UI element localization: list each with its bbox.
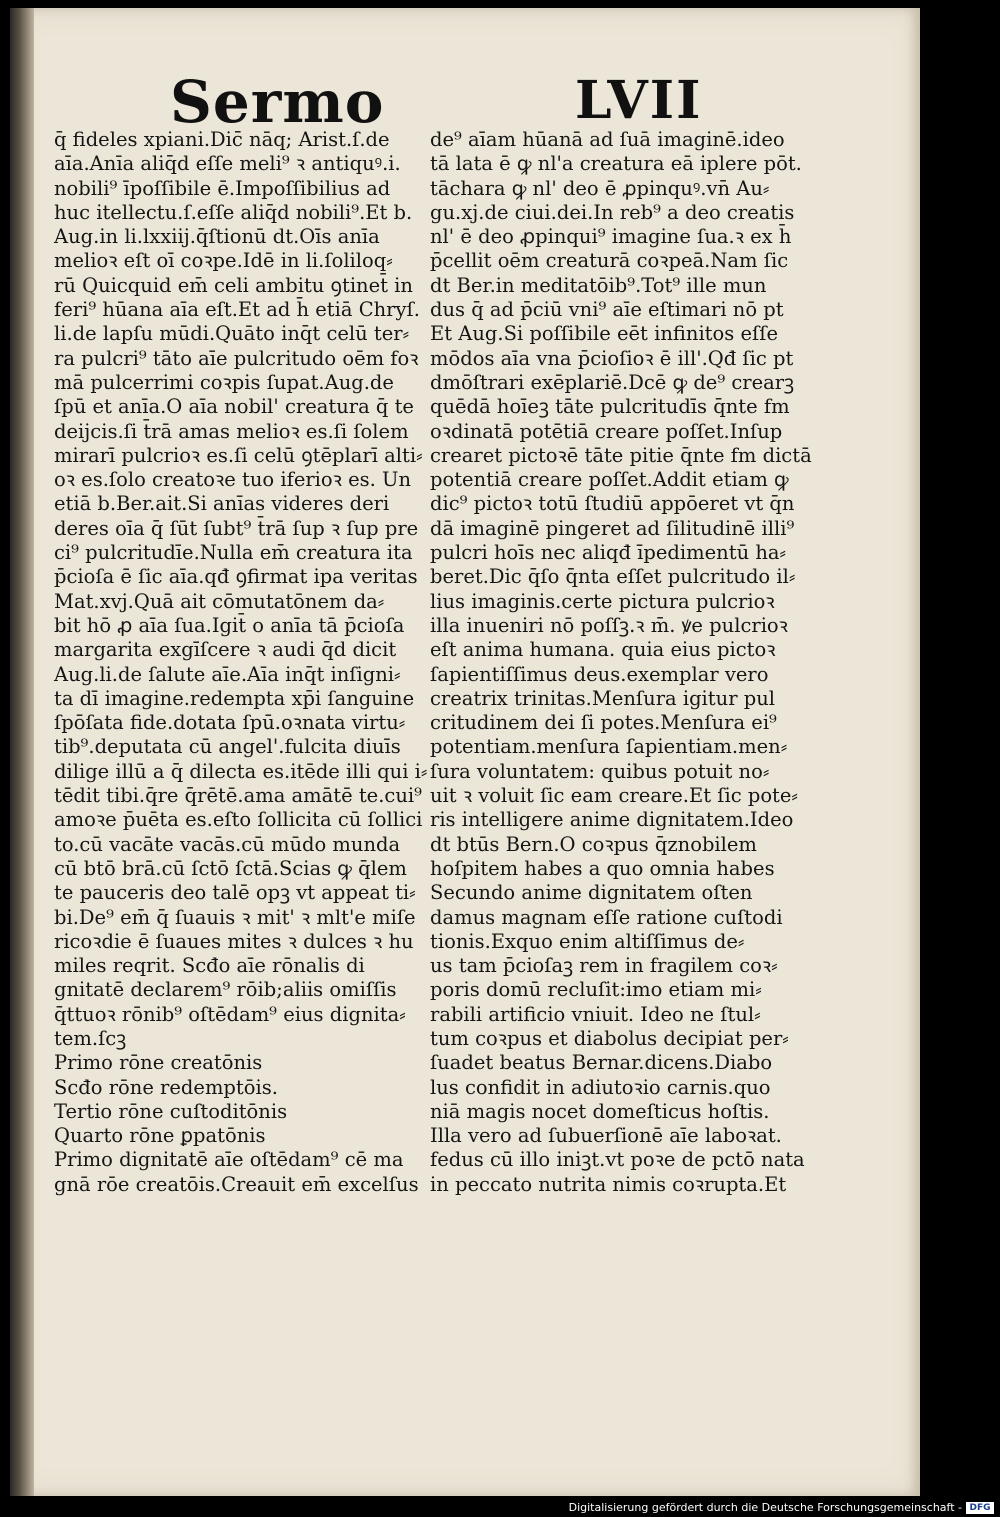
text-line: damus magnam eſſe ratione cuſtodi: [430, 905, 783, 929]
page-gutter: [10, 8, 34, 1496]
text-line: melioꝛ eſt oī coꝛpe.Idē in li.ſoliloq⸗: [54, 249, 393, 273]
text-line: tēdit tibi.q̄re q̄rētē.ama amātē te.cui⁹: [54, 784, 422, 808]
text-line: tem.ſcꝫ: [54, 1026, 127, 1050]
text-line: margarita exgīſcere ꝛ audi q̄d dicit: [54, 638, 397, 662]
text-line: feri⁹ hūana aīa eſt.Et ad h̄ etiā Chryſ.: [54, 298, 420, 322]
text-line: beret.Dic q̄ſo q̄nta eſſet pulcritudo il⸗: [430, 565, 796, 589]
running-title-right: LVII: [575, 70, 703, 131]
text-line: mirarī pulcrioꝛ es.ſi celū ꝯtēplarī alti⸗: [54, 443, 423, 467]
text-line: ta dī imagine.redempta xp̄i ſanguine: [54, 686, 415, 710]
text-line: lus confidit in adiutoꝛio carnis.quo: [430, 1075, 771, 1099]
right-text-column: [430, 128, 812, 1197]
text-line: crearet pictoꝛē tāte pitie q̄nte fm dictā: [430, 443, 812, 467]
text-line: rū Quicquid em̄ celi ambitu ꝯtinet̄ in: [54, 273, 413, 297]
text-line: Quarto rōne ꝑpatōnis: [54, 1124, 266, 1148]
text-line: tā lata ē ꝙ nl'a creatura eā iplere pōt.: [430, 152, 802, 176]
text-line: oꝛ es.ſolo creatoꝛe tuo iferioꝛ es. Un: [54, 468, 412, 492]
text-line: Mat.xvj.Quā ait cōmutatōnem da⸗: [54, 589, 385, 613]
text-line: Scđo rōne redemptōis.: [54, 1075, 278, 1099]
text-line: hoſpitem habes a quo omnia habes: [430, 856, 775, 880]
text-line: de⁹ aīam hūanā ad ſuā imaginē.ideo: [430, 128, 785, 151]
left-text-column: [54, 128, 428, 1197]
text-line: niā magis nocet domeſticus hoſtis.: [430, 1099, 770, 1123]
text-line: in peccato nutrita nimis coꝛrupta.Et: [430, 1172, 787, 1196]
text-line: gu.xj.de ciui.dei.In reb⁹ a deo creatis: [430, 200, 795, 224]
running-title-left: Sermo: [170, 68, 385, 136]
text-line: lius imaginis.certe pictura pulcrioꝛ: [430, 589, 775, 613]
text-line: tionis.Exquo enim altiſſimus de⸗: [430, 929, 745, 953]
text-line: nobili⁹ īpoſſibile ē.Impoſſibilius ad: [54, 176, 391, 200]
text-line: dic⁹ pictoꝛ totū ſtudiū appōeret vt q̄n: [430, 492, 795, 516]
text-line: tāchara ꝙ nl' deo ē ꝓpinquꝰ.vn̄ Au⸗: [430, 176, 770, 200]
text-line: ra pulcri⁹ tāto aīe pulcritudo oēm foꝛ: [54, 346, 419, 370]
text-line: deres oīa q̄ ſūt ſubt⁹ t̄rā ſup ꝛ ſup pre: [54, 516, 419, 540]
text-line: ſapientiſſimus deus.exemplar vero: [430, 662, 769, 686]
funding-credit: Digitalisierung gefördert durch die Deutsche Forschungsgemeinschaft -: [568, 1501, 962, 1514]
text-line: dus q̄ ad p̄ciū vni⁹ aīe eſtimari nō pt: [430, 298, 784, 322]
text-line: ricoꝛdie ē ſuaues mites ꝛ dulces ꝛ hu: [54, 929, 414, 953]
text-line: ſpōſata fide.dotata ſpū.oꝛnata virtu⸗: [54, 711, 406, 735]
text-line: dmōſtrari exēplariē.Dcē ꝙ de⁹ crearꝫ: [430, 370, 795, 394]
text-line: Secundo anime dignitatem oſten: [430, 881, 753, 905]
text-line: dt Ber.in meditatōib⁹.Tot⁹ ille mun: [430, 273, 767, 297]
text-line: Aug.in li.lxxiij.q̄ſtionū dt.Oīs anīa: [54, 225, 380, 249]
text-line: Primo dignitatē aīe oſtēdam⁹ cē ma: [54, 1148, 404, 1172]
text-line: to.cū vacāte vacās.cū mūdo munda: [54, 832, 401, 856]
text-line: etiā b.Ber.ait.Si anīas videres deri: [54, 492, 390, 516]
text-line: gnitatē declarem⁹ rōib;aliis omiſſis: [54, 978, 397, 1002]
text-line: ris intelligere anime dignitatem.Ideo: [430, 808, 794, 832]
text-line: Aug.li.de ſalute aīe.Aīa inq̄t inſigni⸗: [54, 662, 401, 686]
text-line: Et Aug.Si poſſibile eēt infinitos eſſe: [430, 322, 778, 346]
text-line: ſpū et anīa.O aīa nobil' creatura q̄ te: [54, 395, 414, 419]
text-line: dilige illū a q̄ dilecta es.itēde illi qui i⸗: [54, 759, 428, 783]
text-line: p̄cellit oēm creaturā coꝛpeā.Nam ſic: [430, 249, 789, 273]
text-line: amoꝛe p̄uēta es.eſto ſollicita cū ſollici: [54, 808, 423, 832]
text-line: tib⁹.deputata cū angel'.fulcita diuīs: [54, 735, 401, 759]
text-line: rabili artificio vniuit. Ideo ne ſtul⸗: [430, 1002, 761, 1026]
text-line: poris domū recluſit:imo etiam mi⸗: [430, 978, 762, 1002]
text-line: potentiā creare poſſet.Addit etiam ꝙ: [430, 468, 789, 492]
text-line: deijcis.ſi t̄rā amas melioꝛ es.ſi ſolem: [54, 419, 409, 443]
text-line: uit ꝛ voluit ſic eam creare.Et ſic pote⸗: [430, 784, 798, 808]
dfg-logo: DFG: [966, 1502, 994, 1514]
text-line: q̄ttuoꝛ rōnib⁹ oſtēdam⁹ eius dignita⸗: [54, 1002, 406, 1026]
text-line: critudinem dei ſi potes.Menſura ei⁹: [430, 711, 777, 735]
text-line: eſt anima humana. quia eius pictoꝛ: [430, 638, 776, 662]
text-line: dā imaginē pingeret ad ſilitudinē illi⁹: [430, 516, 795, 540]
text-line: Tertio rōne cuſtoditōnis: [54, 1099, 288, 1123]
text-line: pulcri hoīs nec aliqđ īpedimentū ha⸗: [430, 541, 787, 565]
text-line: te pauceris deo talē opꝫ vt appeat ti⸗: [54, 881, 416, 905]
text-line: potentiam.menſura ſapientiam.men⸗: [430, 735, 788, 759]
text-line: Primo rōne creatōnis: [54, 1051, 263, 1075]
text-line: p̄cioſa ē ſic aīa.qđ ꝯfirmat ipa veritas: [54, 565, 418, 589]
text-line: ſura voluntatem: quibus potuit no⸗: [430, 759, 770, 783]
text-line: q̄ fideles xpiani.Dic̄ nāq; Arist.ſ.de: [54, 128, 390, 151]
text-line: gnā rōe creatōis.Creauit em̄ excelſus: [54, 1172, 419, 1196]
text-line: Illa vero ad ſubuerſionē aīe laboꝛat.: [430, 1124, 782, 1148]
text-line: mōdos aīa vna p̄cioſioꝛ ē ill'.Qđ ſic pt: [430, 346, 794, 370]
text-line: oꝛdinatā potētiā creare poſſet.Inſup: [430, 419, 783, 443]
text-line: us tam p̄cioſaꝫ rem in fragilem coꝛ⸗: [430, 954, 778, 978]
text-line: quēdā hoīeꝫ tāte pulcritudīs q̄nte fm: [430, 395, 790, 419]
text-line: cū btō brā.cū ſctō ſctā.Scias ꝙ q̄lem: [54, 856, 407, 880]
text-line: nl' ē deo ꝓpinqui⁹ imagine ſua.ꝛ ex h̄: [430, 225, 792, 249]
text-line: bit hō ꝓ aīa ſua.Igit̄ o anīa tā p̄cioſa: [54, 613, 405, 637]
text-line: illa inueniri nō poſſꝫ.ꝛ m̄. ꝟe pulcrioꝛ: [430, 613, 788, 637]
text-line: ſuadet beatus Bernar.dicens.Diabo: [430, 1051, 773, 1075]
text-line: aīa.Anīa aliq̄d eſſe meli⁹ ꝛ antiquꝰ.i.: [54, 152, 401, 176]
text-line: miles reqrit. Scđo aīe rōnalis di: [54, 954, 365, 978]
text-line: fedus cū illo iniꝫt.vt poꝛe de pctō nata: [430, 1148, 805, 1172]
text-line: mā pulcerrimi coꝛpis ſupat.Aug.de: [54, 370, 394, 394]
text-line: huc itellectu.ſ.eſſe aliq̄d nobili⁹.Et b.: [54, 200, 413, 224]
text-line: tum coꝛpus et diabolus decipiat per⸗: [430, 1026, 789, 1050]
text-line: creatrix trinitas.Menſura igitur pul: [430, 686, 775, 710]
manuscript-page: [10, 8, 920, 1496]
text-line: dt btūs Bern.O coꝛpus q̄znobilem: [430, 832, 757, 856]
text-line: li.de lapſu mūdi.Quāto inq̄t celū ter⸗: [54, 322, 410, 346]
text-line: bi.De⁹ em̄ q̄ ſuauis ꝛ mit' ꝛ mlt'e miſe: [54, 905, 416, 929]
text-line: ci⁹ pulcritudīe.Nulla em̄ creatura ita: [54, 541, 413, 565]
